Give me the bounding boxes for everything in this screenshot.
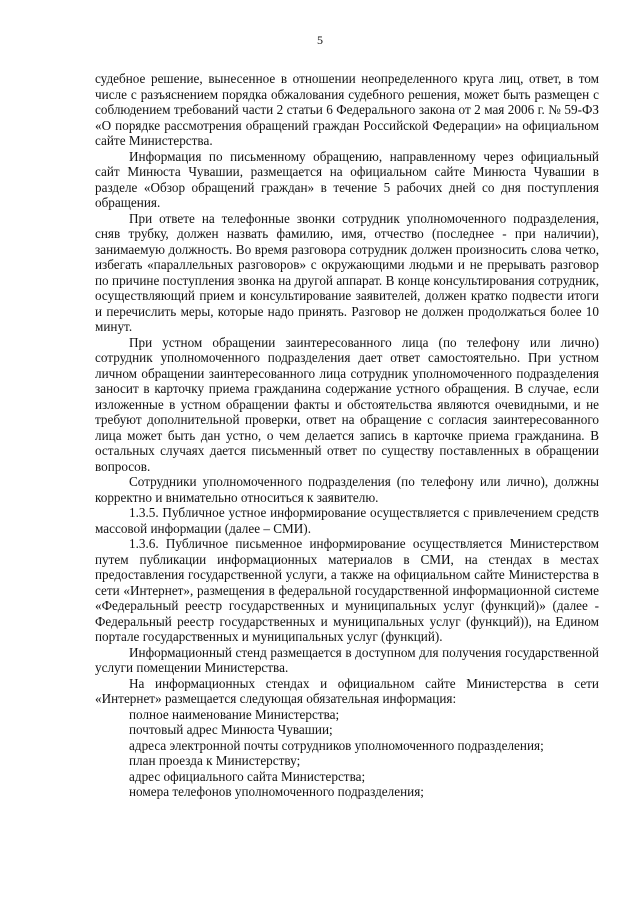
list-item: полное наименование Министерства;	[129, 706, 340, 722]
paragraph-info-stand: Информационный стенд размещается в доступном для получения государственной услуги помещении Министерства.	[95, 644, 599, 675]
paragraph-oral-appeal: При устном обращении заинтересованного лица (по телефону или лично) сотрудник уполномоченного подразделения дает ответ самостоятельно. При устном личном обращении заинтересованного лица сотрудник уполномоченного подразделения заносит в карточку приема гражданина содержание устного обращения. В случае, если изложенные в устном обращении факты и обстоятельства являются очевидными, и не требуют дополнительной проверки, ответ на обращение с согласия заинтересованного лица может быть дан устно, о чем делается запись в карточке приема гражданина. В остальных случаях дается письменный ответ по существу поставленных в обращении вопросов.	[95, 334, 599, 474]
list-item: план проезда к Министерству;	[129, 753, 301, 768]
paragraph-1-3-6: 1.3.6. Публичное письменное информирование осуществляется Министерством путем публикации информационных материалов в СМИ, на стендах в местах предоставления государственной услуги, а также на официальном сайте Министерства в сети «Интернет», размещения в федеральной государственной информационной системе «Федеральный реестр государственных и муниципальных услуг (функций)» (далее - Федеральный реестр государственных и муниципальных услуг (функций)), на Едином портале государственных и муниципальных услуг (функций).	[95, 536, 599, 644]
paragraph-mandatory-info: На информационных стендах и официальном сайте Министерства в сети «Интернет» размещается следующая обязательная информация:	[95, 675, 599, 706]
paragraph-phone-calls: При ответе на телефонные звонки сотрудник уполномоченного подразделения, сняв трубку, должен назвать фамилию, имя, отчество (последнее - при наличии), занимаемую должность. Во время разговора сотрудник должен произносить слова четко, избегать «параллельных разговоров» с окружающими людьми и не прерывать разговор по причине поступления звонка на другой аппарат. В конце консультирования сотрудник, осуществляющий прием и консультирование заявителей, должен кратко подвести итоги и перечислить меры, которые надо принять. Разговор не должен продолжаться более 10 минут.	[95, 210, 599, 334]
list-item: номера телефонов уполномоченного подразделения;	[129, 784, 424, 799]
list-item: почтовый адрес Минюста Чувашии;	[129, 722, 333, 737]
paragraph-written-appeal-info: Информация по письменному обращению, направленному через официальный сайт Минюста Чувашии, размещается на официальном сайте Минюста Чувашии в разделе «Обзор обращений граждан» в течение 5 рабочих дней со дня поступления обращения.	[95, 148, 599, 210]
page-number: 5	[317, 33, 323, 47]
mandatory-info-list	[95, 707, 599, 800]
document-body	[95, 71, 599, 800]
paragraph-1-3-5: 1.3.5. Публичное устное информирование осуществляется с привлечением средств массовой информации (далее – СМИ).	[95, 505, 599, 536]
list-item: адрес официального сайта Министерства;	[129, 768, 366, 784]
paragraph-staff-conduct: Сотрудники уполномоченного подразделения (по телефону или лично), должны корректно и внимательно относиться к заявителю.	[95, 474, 599, 505]
paragraph-court-decision: судебное решение, вынесенное в отношении неопределенного круга лиц, ответ, в том числе с разъяснением порядка обжалования судебного решения, может быть размещен с соблюдением требований части 2 статьи 6 Федерального закона от 2 мая 2006 г. № 59-ФЗ «О порядке рассмотрения обращений граждан Российской Федерации» на официальном сайте Министерства.	[95, 71, 599, 148]
list-item: адреса электронной почты сотрудников уполномоченного подразделения;	[129, 737, 544, 753]
